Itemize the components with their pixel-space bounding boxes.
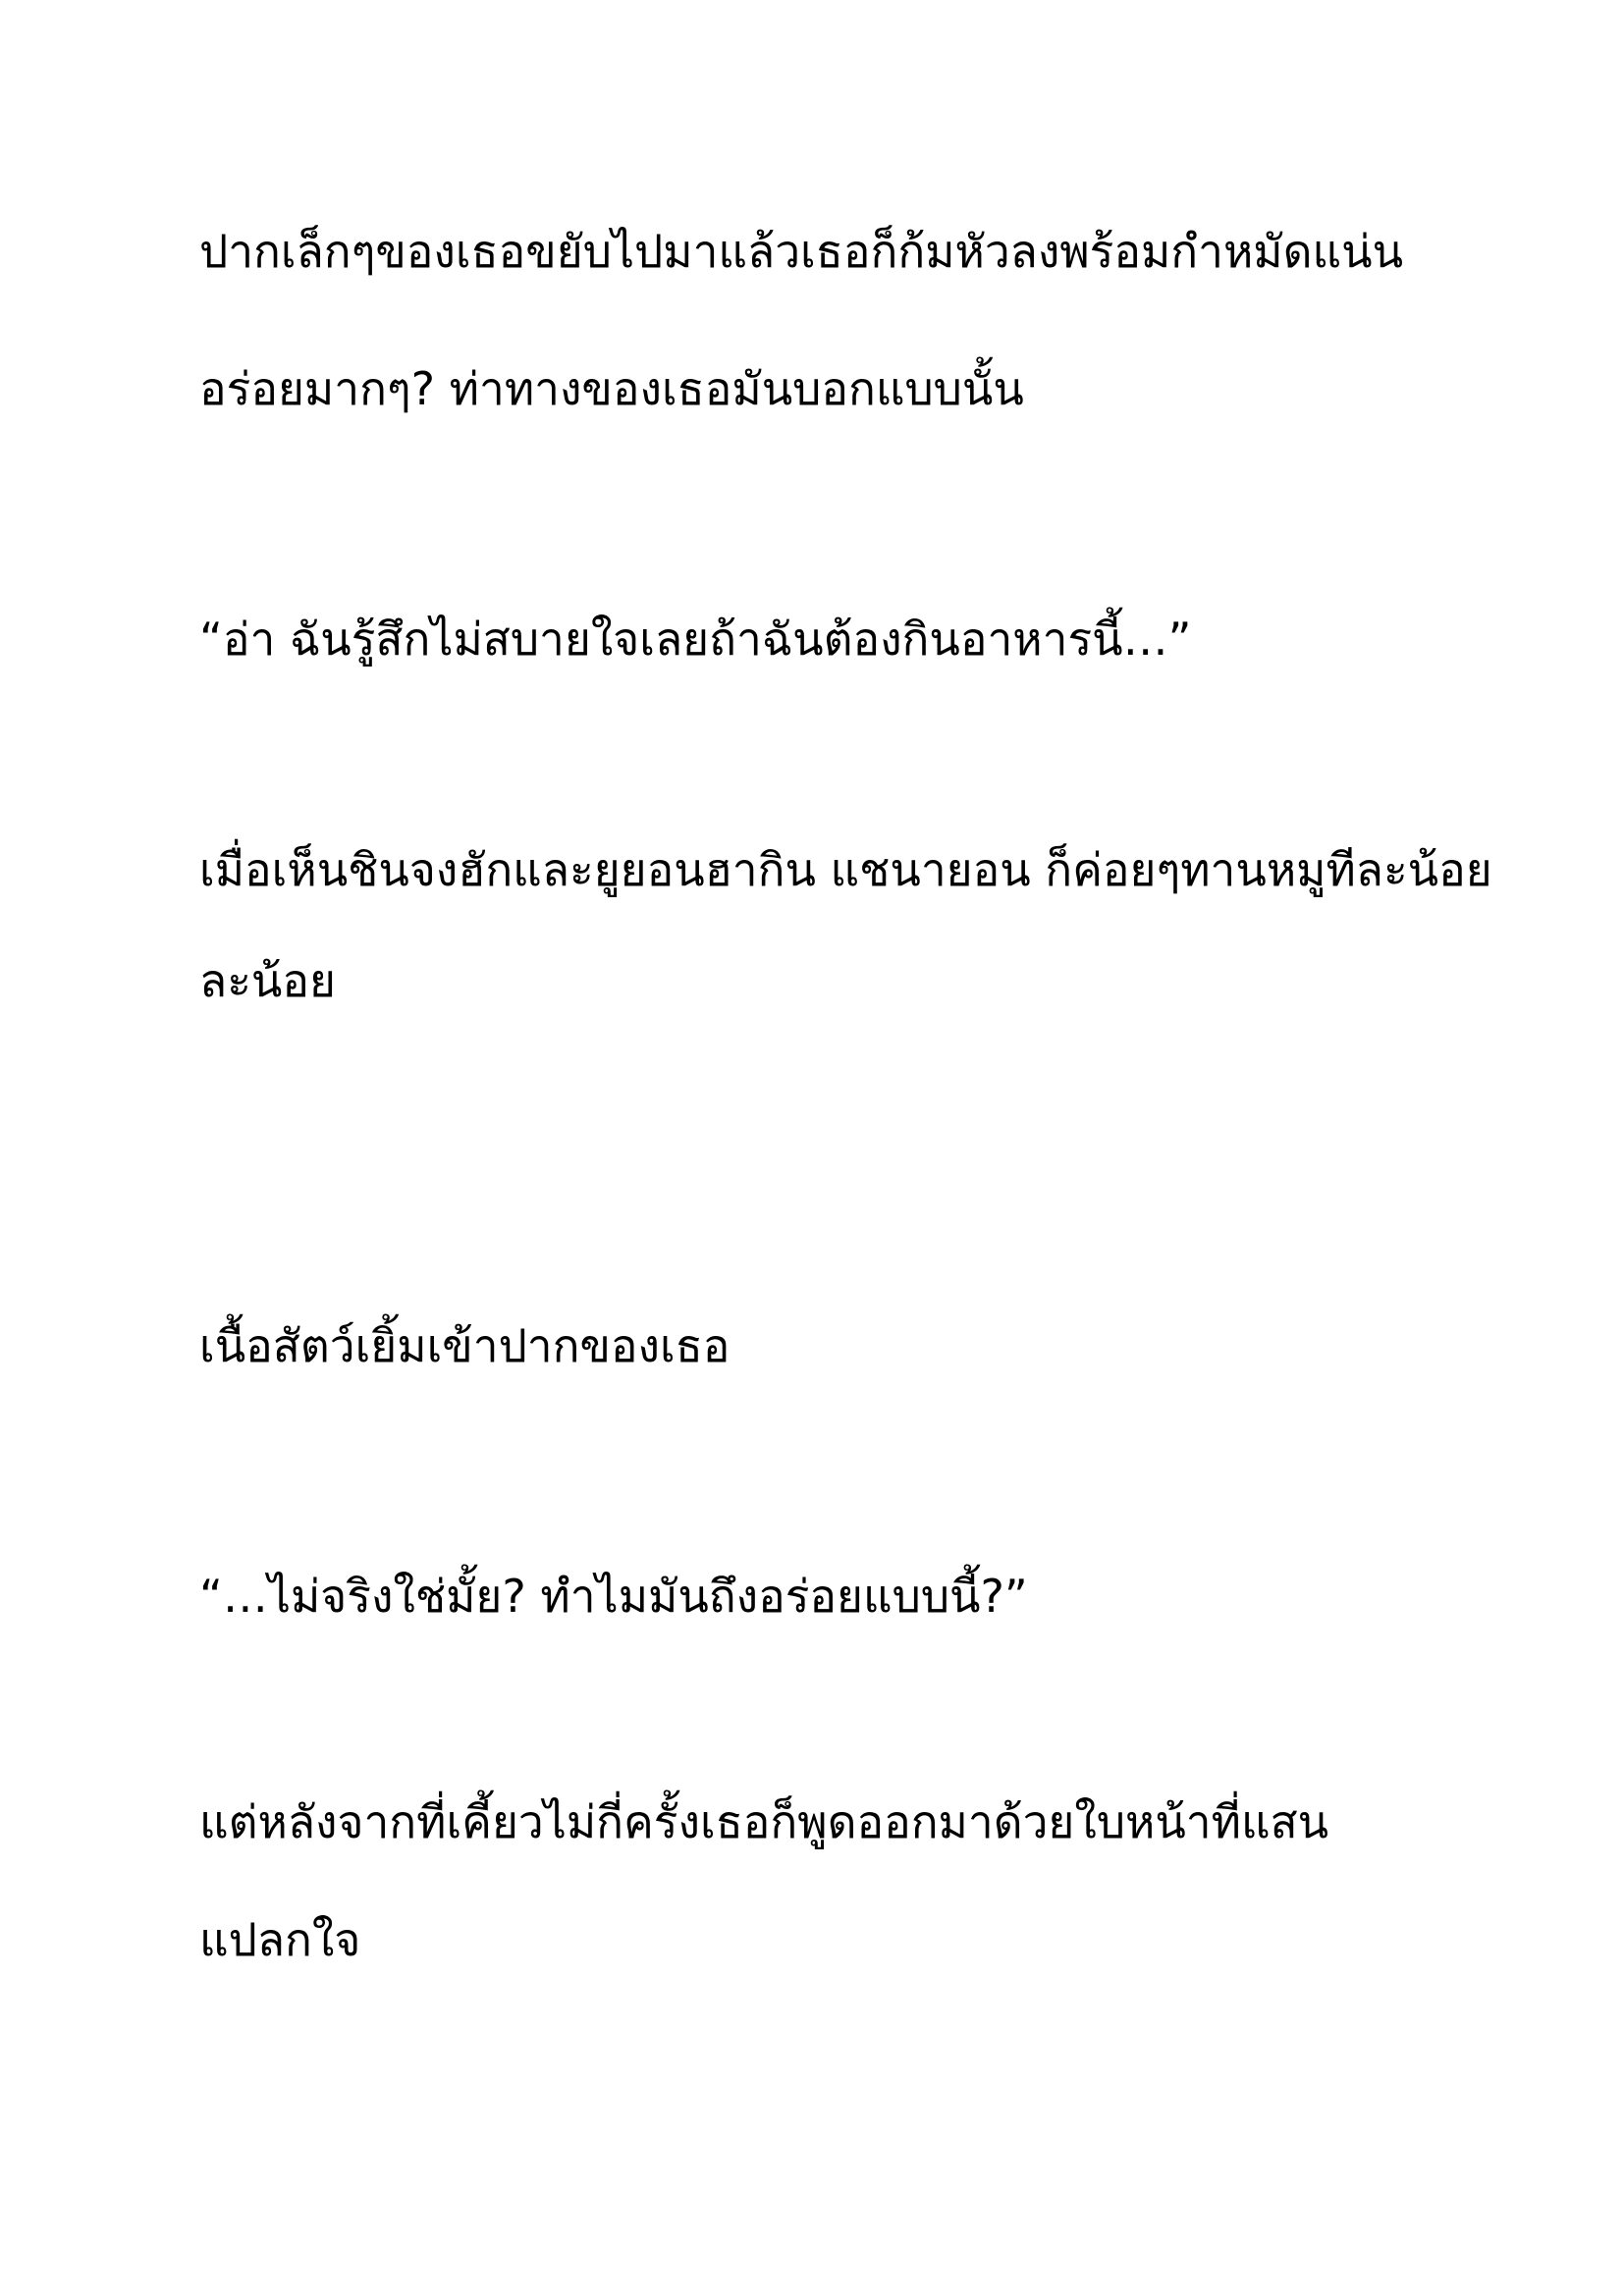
paragraph-5-line-1: “…ไม่จริงใช่มั้ย? ทำไมมันถึงอร่อยแบบนี้?” xyxy=(199,1570,1028,1623)
paragraph-6-line-2: แปลกใจ xyxy=(199,1913,361,1966)
paragraph-1-line-2: อร่อยมากๆ? ท่าทางของเธอมันบอกแบบนั้น xyxy=(199,362,1024,415)
paragraph-2-line-1: “อ่า ฉันรู้สึกไม่สบายใจเลยถ้าฉันต้องกินอาหารนี้…” xyxy=(199,613,1192,666)
paragraph-1-line-1: ปากเล็กๆของเธอขยับไปมาแล้วเธอก็ก้มหัวลงพร้อมกำหมัดแน่น xyxy=(199,225,1404,278)
paragraph-3-line-2: ละน้อย xyxy=(199,954,336,1007)
paragraph-4-line-1: เนื้อสัตว์เยิ้มเข้าปากของเธอ xyxy=(199,1319,731,1372)
paragraph-3-line-1: เมื่อเห็นชินจงฮักและยูยอนฮากิน แชนายอน ก็ค่อยๆทานหมูทีละน้อย xyxy=(199,843,1492,896)
paragraph-6-line-1: แต่หลังจากที่เคี้ยวไม่กี่ครั้งเธอก็พูดออกมาด้วยใบหน้าที่แสน xyxy=(199,1795,1329,1848)
